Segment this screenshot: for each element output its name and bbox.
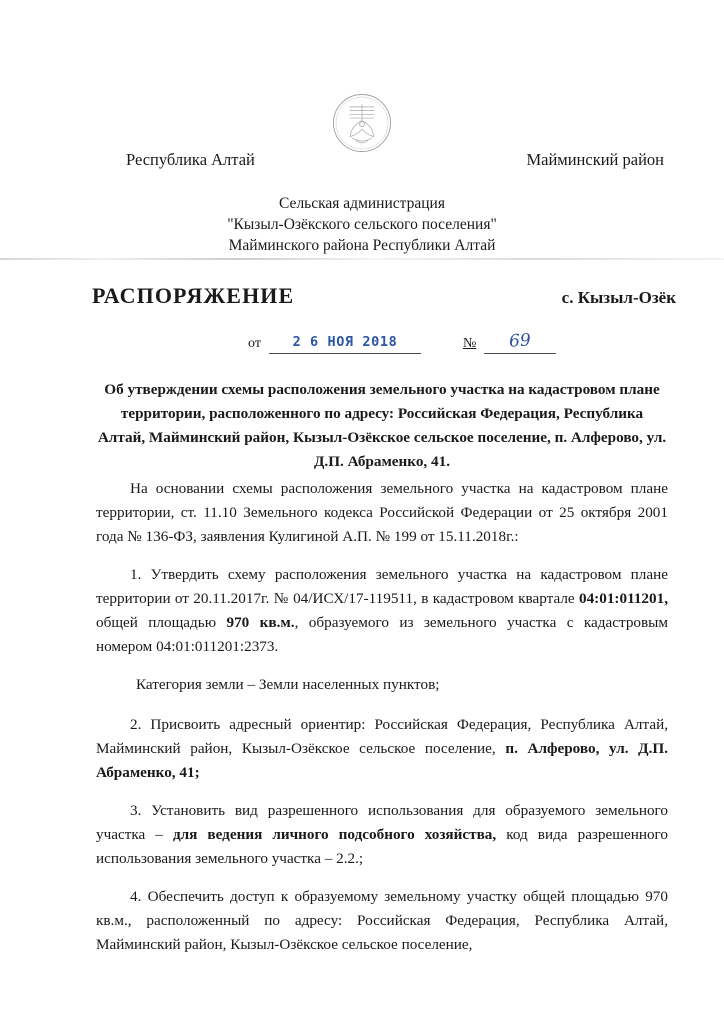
paragraph-item-4: 4. Обеспечить доступ к образуемому земельному участку общей площадью 970 кв.м., расположенный по адресу: Российская Федерация, Республика Алтай, Майминский район, Кызыл-Озёкское сельское поселение, bbox=[96, 888, 668, 953]
emblem-container bbox=[0, 92, 724, 154]
document-place: с. Кызыл-Озёк bbox=[561, 288, 676, 307]
item1-text-part1: 1. Утвердить схему расположения земельного участка на кадастровом плане территории от 20.11.2017г. № 04/ИСХ/17-119511, в кадастровом квартале bbox=[96, 566, 668, 607]
item3-text-part1: 3. Установить вид разрешенного использования для образуемого земельного участка – bbox=[96, 802, 668, 843]
header-region-row bbox=[126, 150, 664, 170]
document-title-row bbox=[92, 283, 676, 309]
item1-area-value: 970 bbox=[226, 614, 250, 631]
number-field bbox=[484, 330, 556, 354]
item1-text-part2: общей площадью bbox=[96, 614, 227, 631]
number-label: № bbox=[462, 336, 477, 351]
date-field bbox=[269, 334, 421, 354]
item2-address: п. Алферово, ул. Д.П. Абраменко, 41; bbox=[96, 740, 668, 781]
coat-of-arms-emblem bbox=[331, 92, 393, 154]
number-value: 69 bbox=[508, 330, 532, 352]
paragraph-preamble: На основании схемы расположения земельного участка на кадастровом плане территории, ст. 11.10 Земельного кодекса Российской Федерации от 25 октября 2001 года № 136-ФЗ, заявления Кулигиной А.П. № 199 от 15.11.2018г.: bbox=[96, 480, 668, 545]
paragraph-item-2 bbox=[96, 713, 668, 785]
paragraph-item-1 bbox=[96, 563, 668, 659]
item3-text-part2: код вида разрешенного использования земельного участка – 2.2.; bbox=[96, 826, 668, 867]
page-title: РАСПОРЯЖЕНИЕ bbox=[92, 283, 295, 308]
item1-cadastral-quarter: 04:01:011201, bbox=[578, 590, 668, 607]
item1-text-part3: , образуемого из земельного участка с кадастровым номером 04:01:011201:2373. bbox=[96, 614, 668, 655]
region-republic: Республика Алтай bbox=[126, 150, 255, 169]
document-subject: Об утверждении схемы расположения земельного участка на кадастровом плане территории, расположенного по адресу: Российская Федерация, Республика Алтай, Майминский район, Кызыл-Озёкское сельское поселение, п. Алферово, ул. Д.П. Абраменко, 41. bbox=[97, 381, 667, 470]
paragraph-land-category: Категория земли – Земли населенных пунктов; bbox=[136, 676, 440, 693]
scan-artifact-line bbox=[0, 258, 724, 260]
item2-text-part1: 2. Присвоить адресный ориентир: Российская Федерация, Республика Алтай, Майминский район, Кызыл-Озёкское сельское поселение, bbox=[96, 716, 668, 757]
administration-line-3: Майминского района Республики Алтай bbox=[228, 237, 496, 254]
administration-line-2: "Кызыл-Озёкского сельского поселения" bbox=[227, 216, 497, 233]
item1-area-unit: кв.м. bbox=[259, 614, 295, 631]
document-body bbox=[96, 477, 668, 971]
date-stamp: 2 6 НОЯ 2018 bbox=[292, 334, 398, 350]
administration-block bbox=[0, 193, 724, 256]
date-label: от bbox=[248, 336, 261, 351]
paragraph-item-3 bbox=[96, 799, 668, 871]
region-district: Майминский район bbox=[526, 150, 664, 169]
administration-line-1: Сельская администрация bbox=[279, 195, 445, 212]
item3-use-type: для ведения личного подсобного хозяйства, bbox=[172, 826, 497, 843]
date-number-row bbox=[248, 330, 556, 354]
